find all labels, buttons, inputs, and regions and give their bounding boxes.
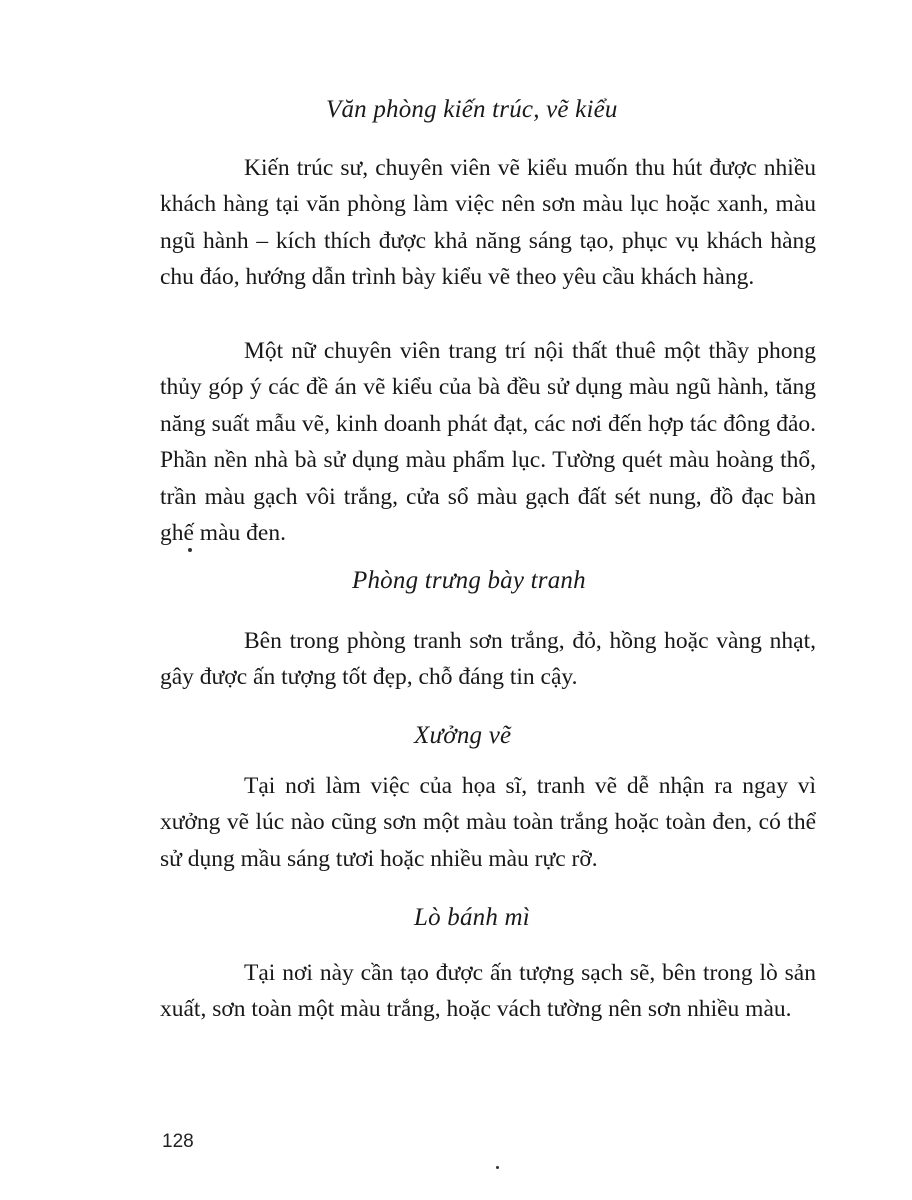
section-heading-architecture-office: Văn phòng kiến trúc, vẽ kiểu — [326, 96, 618, 123]
page-number: 128 — [162, 1131, 194, 1152]
paragraph-architecture-2: Một nữ chuyên viên trang trí nội thất thuê một thầy phong thủy góp ý các đề án vẽ kiểu của bà đều sử dụng màu ngũ hành, tăng năng suất mẫu vẽ, kinh doanh phát đạt, các nơi đến hợp tác đông đảo. Phần nền nhà bà sử dụng màu phẩm lục. Tường quét màu hoàng thổ, trần màu gạch vôi trắng, cửa sổ màu gạch đất sét nung, đồ đạc bàn ghế màu đen. — [160, 338, 816, 547]
section-heading-bakery: Lò bánh mì — [414, 904, 530, 931]
ink-speck — [188, 548, 192, 552]
paragraph-gallery: Bên trong phòng tranh sơn trắng, đỏ, hồng hoặc vàng nhạt, gây được ấn tượng tốt đẹp, chỗ đáng tin cậy. — [160, 628, 816, 691]
paragraph-architecture-1: Kiến trúc sư, chuyên viên vẽ kiểu muốn thu hút được nhiều khách hàng tại văn phòng làm việc nên sơn màu lục hoặc xanh, màu ngũ hành – kích thích được khả năng sáng tạo, phục vụ khách hàng chu đáo, hướng dẫn trình bày kiểu vẽ theo yêu cầu khách hàng. — [160, 155, 816, 291]
ink-speck — [496, 1166, 499, 1169]
section-heading-studio: Xưởng vẽ — [414, 722, 512, 749]
paragraph-bakery: Tại nơi này cần tạo được ấn tượng sạch sẽ, bên trong lò sản xuất, sơn toàn một màu trắng, hoặc vách tường nên sơn nhiều màu. — [160, 960, 816, 1023]
paragraph-studio: Tại nơi làm việc của họa sĩ, tranh vẽ dễ nhận ra ngay vì xưởng vẽ lúc nào cũng sơn một màu toàn trắng hoặc toàn đen, có thể sử dụng mầu sáng tươi hoặc nhiều màu rực rỡ. — [160, 773, 816, 872]
section-heading-gallery: Phòng trưng bày tranh — [352, 567, 586, 594]
